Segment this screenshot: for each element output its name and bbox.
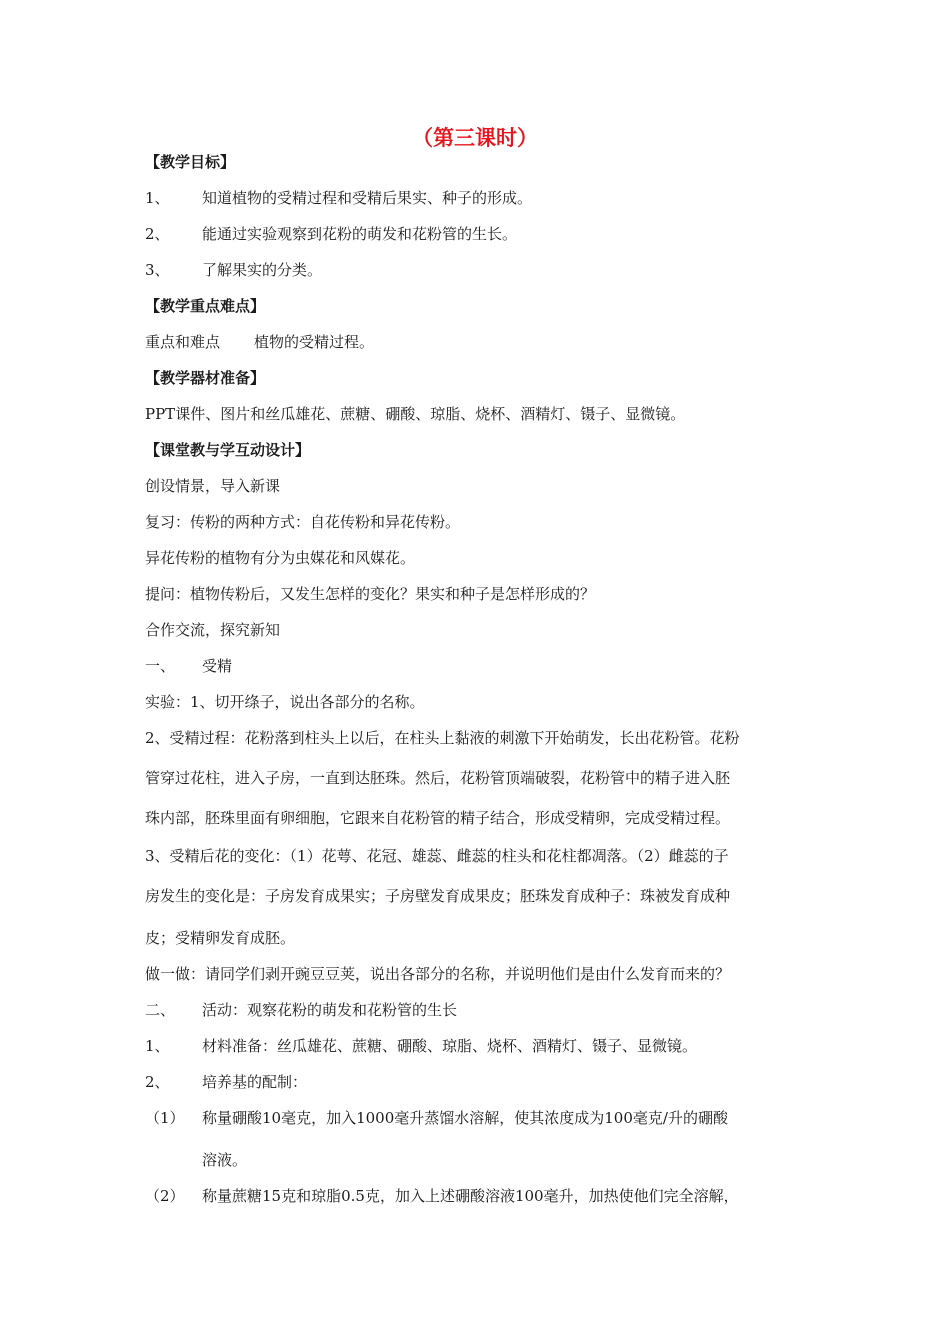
key-line <box>145 332 825 352</box>
step-text: 称量蔗糖15克和琼脂0.5克，加入上述硼酸溶液100毫升，加热使他们完全溶解， <box>202 1187 739 1205</box>
materials-heading: 【教学器材准备】 <box>145 369 266 387</box>
goal-text: 能通过实验观察到花粉的萌发和花粉管的生长。 <box>202 225 518 243</box>
step-1-cont: 溶液。 <box>202 1151 248 1169</box>
paragraph: 合作交流，探究新知 <box>145 621 281 639</box>
step-num: （1） <box>145 1109 185 1127</box>
section-text: 受精 <box>202 657 233 675</box>
goal-num: 2、 <box>145 225 170 243</box>
key-heading: 【教学重点难点】 <box>145 297 266 315</box>
paragraph: 提问：植物传粉后，又发生怎样的变化？果实和种子是怎样形成的？ <box>145 585 596 603</box>
section-text: 活动：观察花粉的萌发和花粉管的生长 <box>202 1001 458 1019</box>
design-heading: 【课堂教与学互动设计】 <box>145 441 311 459</box>
step-1 <box>145 1108 825 1128</box>
goal-num: 1、 <box>145 189 170 207</box>
paragraph: 复习：传粉的两种方式：自花传粉和异花传粉。 <box>145 513 461 531</box>
goal-item-2 <box>145 224 825 244</box>
paragraph: 2、受精过程：花粉落到柱头上以后，在柱头上黏液的刺激下开始萌发，长出花粉管。花粉 <box>145 729 740 747</box>
paragraph: 皮；受精卵发育成胚。 <box>145 929 296 947</box>
section-num: 一、 <box>145 657 176 675</box>
item-text: 培养基的配制： <box>202 1073 308 1091</box>
paragraph: 异花传粉的植物有分为虫媒花和风媒花。 <box>145 549 416 567</box>
key-label: 重点和难点 <box>145 333 221 351</box>
section-two <box>145 1000 825 1020</box>
goal-text: 知道植物的受精过程和受精后果实、种子的形成。 <box>202 189 533 207</box>
materials-text: PPT课件、图片和丝瓜雄花、蔗糖、硼酸、琼脂、烧杯、酒精灯、镊子、显微镜。 <box>145 405 686 423</box>
goal-item-1 <box>145 188 825 208</box>
paragraph: 实验：1、切开绦子，说出各部分的名称。 <box>145 693 425 711</box>
item-text: 材料准备：丝瓜雄花、蔗糖、硼酸、琼脂、烧杯、酒精灯、镊子、显微镜。 <box>202 1037 698 1055</box>
activity-item-2 <box>145 1072 825 1092</box>
activity-item-1 <box>145 1036 825 1056</box>
step-num: （2） <box>145 1187 185 1205</box>
paragraph: 创设情景，导入新课 <box>145 477 281 495</box>
goal-text: 了解果实的分类。 <box>202 261 323 279</box>
key-text: 植物的受精过程。 <box>254 333 375 351</box>
item-num: 1、 <box>145 1037 170 1055</box>
step-text: 称量硼酸10毫克，加入1000毫升蒸馏水溶解，使其浓度成为100毫克/升的硼酸 <box>202 1109 728 1127</box>
item-num: 2、 <box>145 1073 170 1091</box>
step-2 <box>145 1186 825 1206</box>
goal-num: 3、 <box>145 261 170 279</box>
goal-item-3 <box>145 260 825 280</box>
paragraph: 珠内部，胚珠里面有卵细胞，它跟来自花粉管的精子结合，形成受精卵，完成受精过程。 <box>145 809 731 827</box>
goals-heading: 【教学目标】 <box>145 153 236 171</box>
paragraph: 管穿过花柱，进入子房，一直到达胚珠。然后，花粉管顶端破裂，花粉管中的精子进入胚 <box>145 769 731 787</box>
paragraph: 3、受精后花的变化：（1）花萼、花冠、雄蕊、雌蕊的柱头和花柱都凋落。（2）雌蕊的子 <box>145 847 729 865</box>
lesson-title: （第三课时） <box>412 126 538 150</box>
section-one <box>145 656 825 676</box>
paragraph: 房发生的变化是：子房发育成果实；子房壁发育成果皮；胚珠发育成种子：珠被发育成种 <box>145 887 731 905</box>
paragraph: 做一做：请同学们剥开豌豆豆荚，说出各部分的名称，并说明他们是由什么发育而来的？ <box>145 965 731 983</box>
section-num: 二、 <box>145 1001 176 1019</box>
